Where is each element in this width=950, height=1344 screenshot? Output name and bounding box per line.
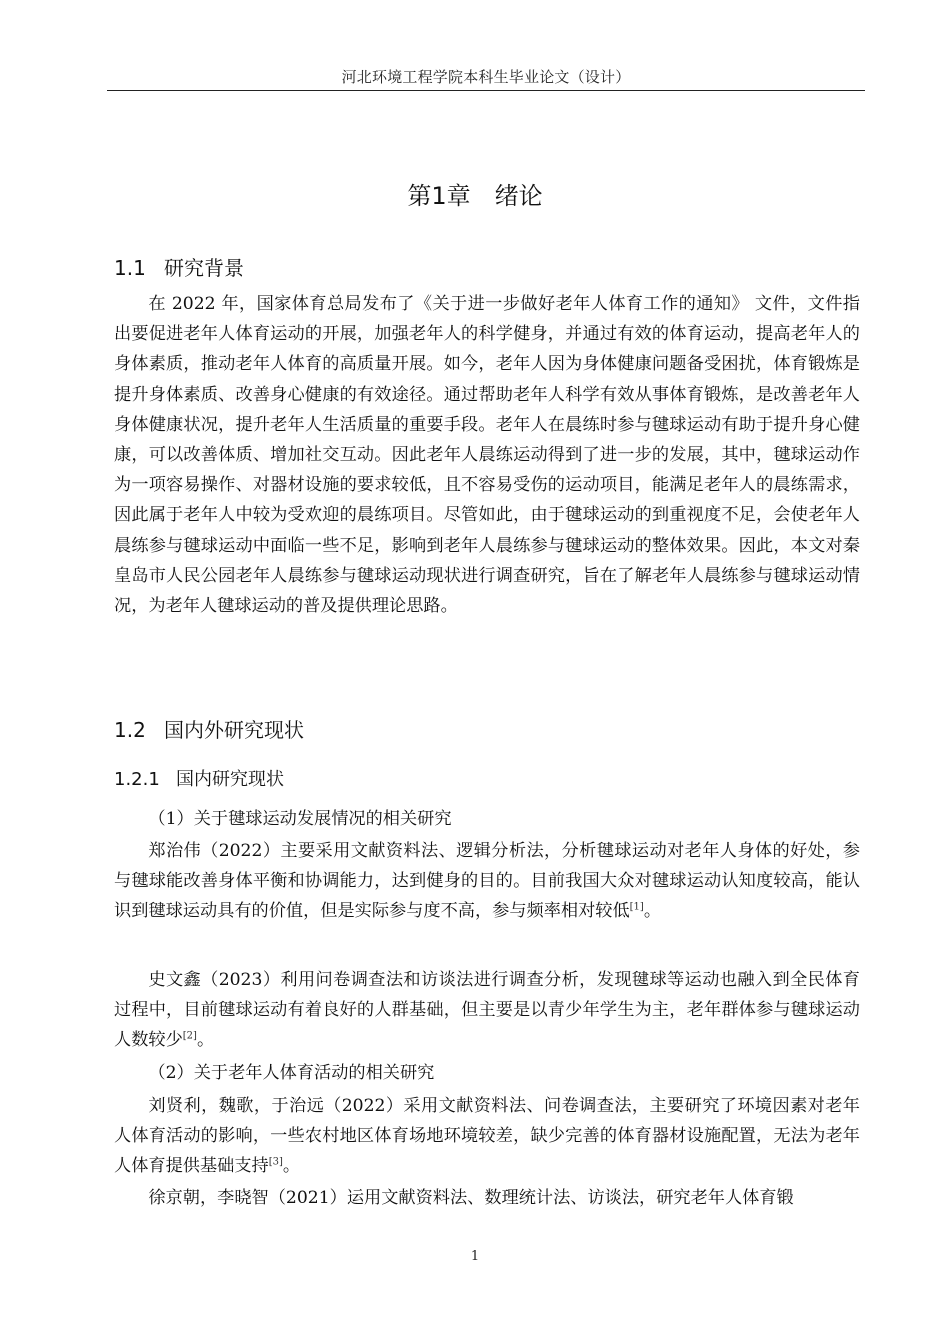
citation-ref-2[interactable]: [2]: [182, 1030, 197, 1042]
paragraph-text: 郑治伟（2022）主要采用文献资料法、逻辑分析法，分析毽球运动对老年人身体的好处，参与毽球能改善身体平衡和协调能力，达到健身的目的。目前我国大众对毽球运动认知度较高，能认识到毽球运动具有的价值，但是实际参与度不高，参与频率相对较低: [114, 841, 860, 922]
paragraph-research-background: 在 2022 年，国家体育总局发布了《关于进一步做好老年人体育工作的通知》 文件，文件指出要促进老年人体育运动的开展，加强老年人的科学健身，并通过有效的体育运动，提高老年人的身体素质，推动老年人体育的高质量开展。如今，老年人因为身体健康问题备受困扰，体育锻炼是提升身体素质、改善身心健康的有效途径。通过帮助老年人科学有效从事体育锻炼，是改善老年人身体健康状况，提升老年人生活质量的重要手段。老年人在晨练时参与毽球运动有助于提升身心健康，可以改善体质、增加社交互动。因此老年人晨练运动得到了进一步的发展，其中，毽球运动作为一项容易操作、对器材设施的要求较低，且不容易受伤的运动项目，能满足老年人的晨练需求，因此属于老年人中较为受欢迎的晨练项目。尽管如此，由于毽球运动的到重视度不足，会使老年人晨练参与毽球运动中面临一些不足，影响到老年人晨练参与毽球运动的整体效果。因此，本文对秦皇岛市人民公园老年人晨练参与毽球运动现状进行调查研究，旨在了解老年人晨练参与毽球运动情况，为老年人毽球运动的普及提供理论思路。: [114, 294, 860, 617]
section-number: 1.2: [114, 718, 146, 742]
paragraph-end: 。: [282, 1156, 301, 1177]
citation-ref-3[interactable]: [3]: [268, 1156, 283, 1168]
section-heading-1-2: [114, 714, 304, 743]
paragraph-zheng: [114, 836, 860, 927]
section-heading-1-1: [114, 252, 244, 281]
section-heading-1-2-1: [114, 765, 284, 791]
subheading-elderly-sports: （2）关于老年人体育活动的相关研究: [148, 1063, 435, 1083]
chapter-number: 第1章: [407, 182, 471, 210]
section-title: 国内研究现状: [176, 769, 284, 790]
paragraph-text: 刘贤利，魏歌，于治远（2022）采用文献资料法、问卷调查法，主要研究了环境因素对老年人体育活动的影响，一些农村地区体育场地环境较差，缺少完善的体育器材设施配置，无法为老年人体育提供基础支持: [114, 1096, 860, 1177]
header-rule: [107, 90, 865, 91]
section-title: 研究背景: [164, 256, 244, 280]
running-header: 河北环境工程学院本科生毕业论文（设计）: [341, 68, 631, 86]
paragraph-xu: 徐京朝，李晓智（2021）运用文献资料法、数理统计法、访谈法，研究老年人体育锻: [148, 1188, 794, 1208]
paragraph-text: 史文鑫（2023）利用问卷调查法和访谈法进行调查分析，发现毽球等运动也融入到全民体育过程中，目前毽球运动有着良好的人群基础，但主要是以青少年学生为主，老年群体参与毽球运动人数较少: [114, 970, 860, 1051]
section-title: 国内外研究现状: [164, 718, 304, 742]
paragraph-shi: [114, 965, 860, 1056]
paragraph-end: 。: [643, 901, 662, 922]
citation-ref-1[interactable]: [1]: [629, 901, 644, 913]
paragraph-end: 。: [196, 1030, 215, 1051]
paragraph-liu: [114, 1091, 860, 1182]
chapter-title: [0, 176, 950, 211]
chapter-name: 绪论: [494, 182, 543, 210]
page-number: 1: [470, 1249, 480, 1264]
subheading-jianqiu-development: （1）关于毽球运动发展情况的相关研究: [148, 809, 452, 829]
section-number: 1.2.1: [114, 769, 160, 790]
section-number: 1.1: [114, 256, 146, 280]
